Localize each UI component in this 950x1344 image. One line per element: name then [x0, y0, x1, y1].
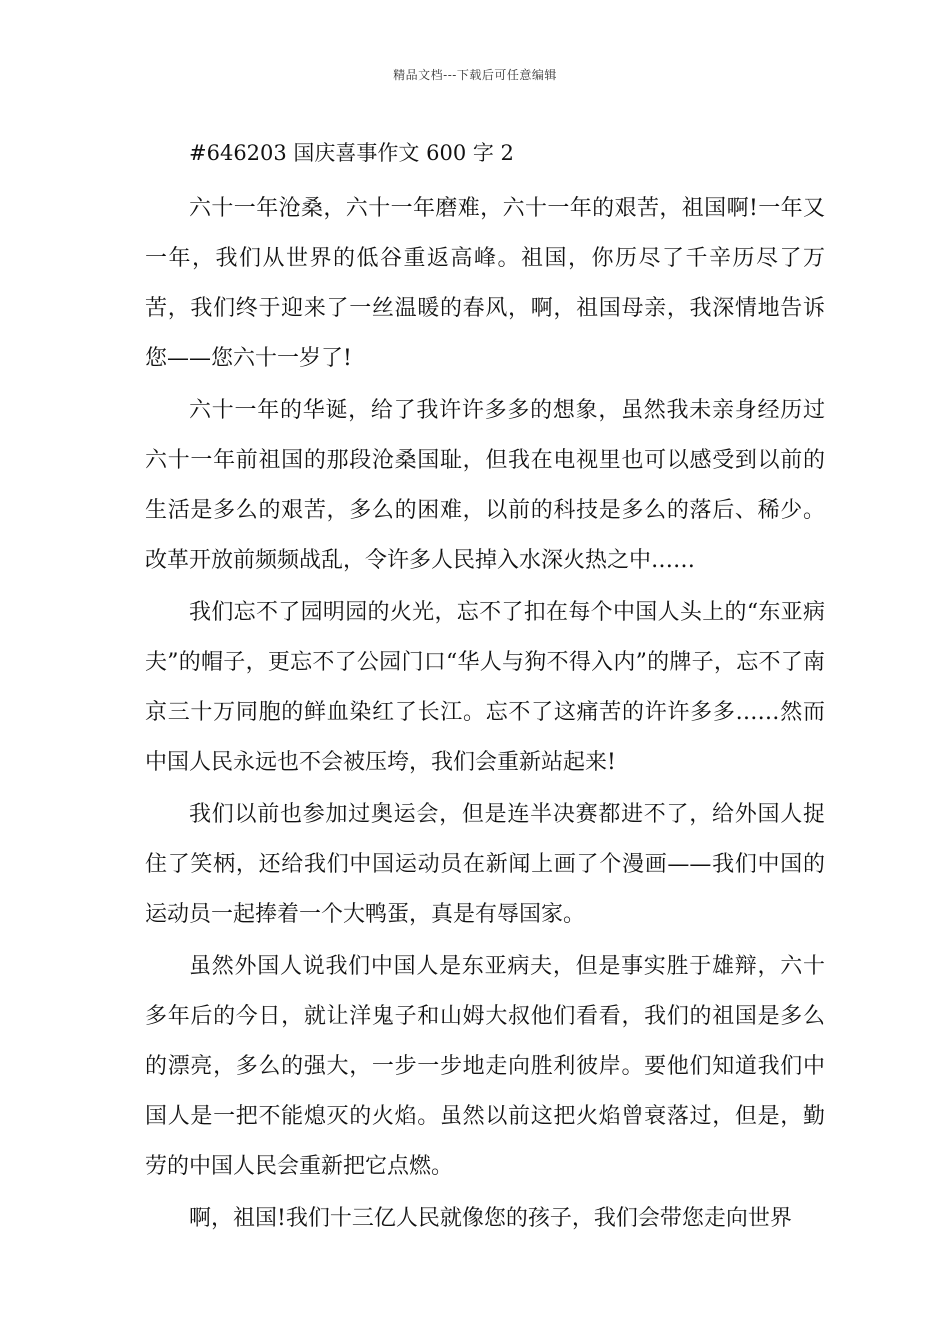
paragraph: 六十一年的华诞，给了我许许多多的想象，虽然我未亲身经历过六十一年前祖国的那段沧桑国耻，但我在电视里也可以感受到以前的生活是多么的艰苦，多么的困难，以前的科技是多么的落后、稀少。改革开放前频频战乱，令许多人民掉入水深火热之中……: [145, 398, 825, 573]
paragraph: 虽然外国人说我们中国人是东亚病夫，但是事实胜于雄辩，六十多年后的今日，就让洋鬼子和山姆大叔他们看看，我们的祖国是多么的漂亮，多么的强大，一步一步地走向胜利彼岸。要他们知道我们中国人是一把不能熄灭的火焰。虽然以前这把火焰曾衰落过，但是，勤劳的中国人民会重新把它点燃。: [145, 954, 825, 1179]
paragraph: 我们忘不了园明园的火光，忘不了扣在每个中国人头上的“东亚病夫”的帽子，更忘不了公园门口“华人与狗不得入内”的牌子，忘不了南京三十万同胞的鲜血染红了长江。忘不了这痛苦的许许多多……然而中国人民永远也不会被压垮，我们会重新站起来!: [145, 600, 825, 775]
document-title: #646203 国庆喜事作文 600 字 2: [189, 141, 514, 165]
paragraph: 六十一年沧桑，六十一年磨难，六十一年的艰苦，祖国啊!一年又一年，我们从世界的低谷重返高峰。祖国，你历尽了千辛历尽了万苦，我们终于迎来了一丝温暖的春风，啊，祖国母亲，我深情地告诉您——您六十一岁了!: [145, 196, 825, 371]
paragraph: 啊，祖国!我们十三亿人民就像您的孩子，我们会带您走向世界: [189, 1206, 792, 1231]
document-body: [145, 134, 825, 1246]
paragraph: 我们以前也参加过奥运会，但是连半决赛都进不了，给外国人捉住了笑柄，还给我们中国运动员在新闻上画了个漫画——我们中国的运动员一起捧着一个大鸭蛋，真是有辱国家。: [145, 802, 825, 927]
page-header: 精品文档---下载后可任意编辑: [393, 68, 557, 82]
